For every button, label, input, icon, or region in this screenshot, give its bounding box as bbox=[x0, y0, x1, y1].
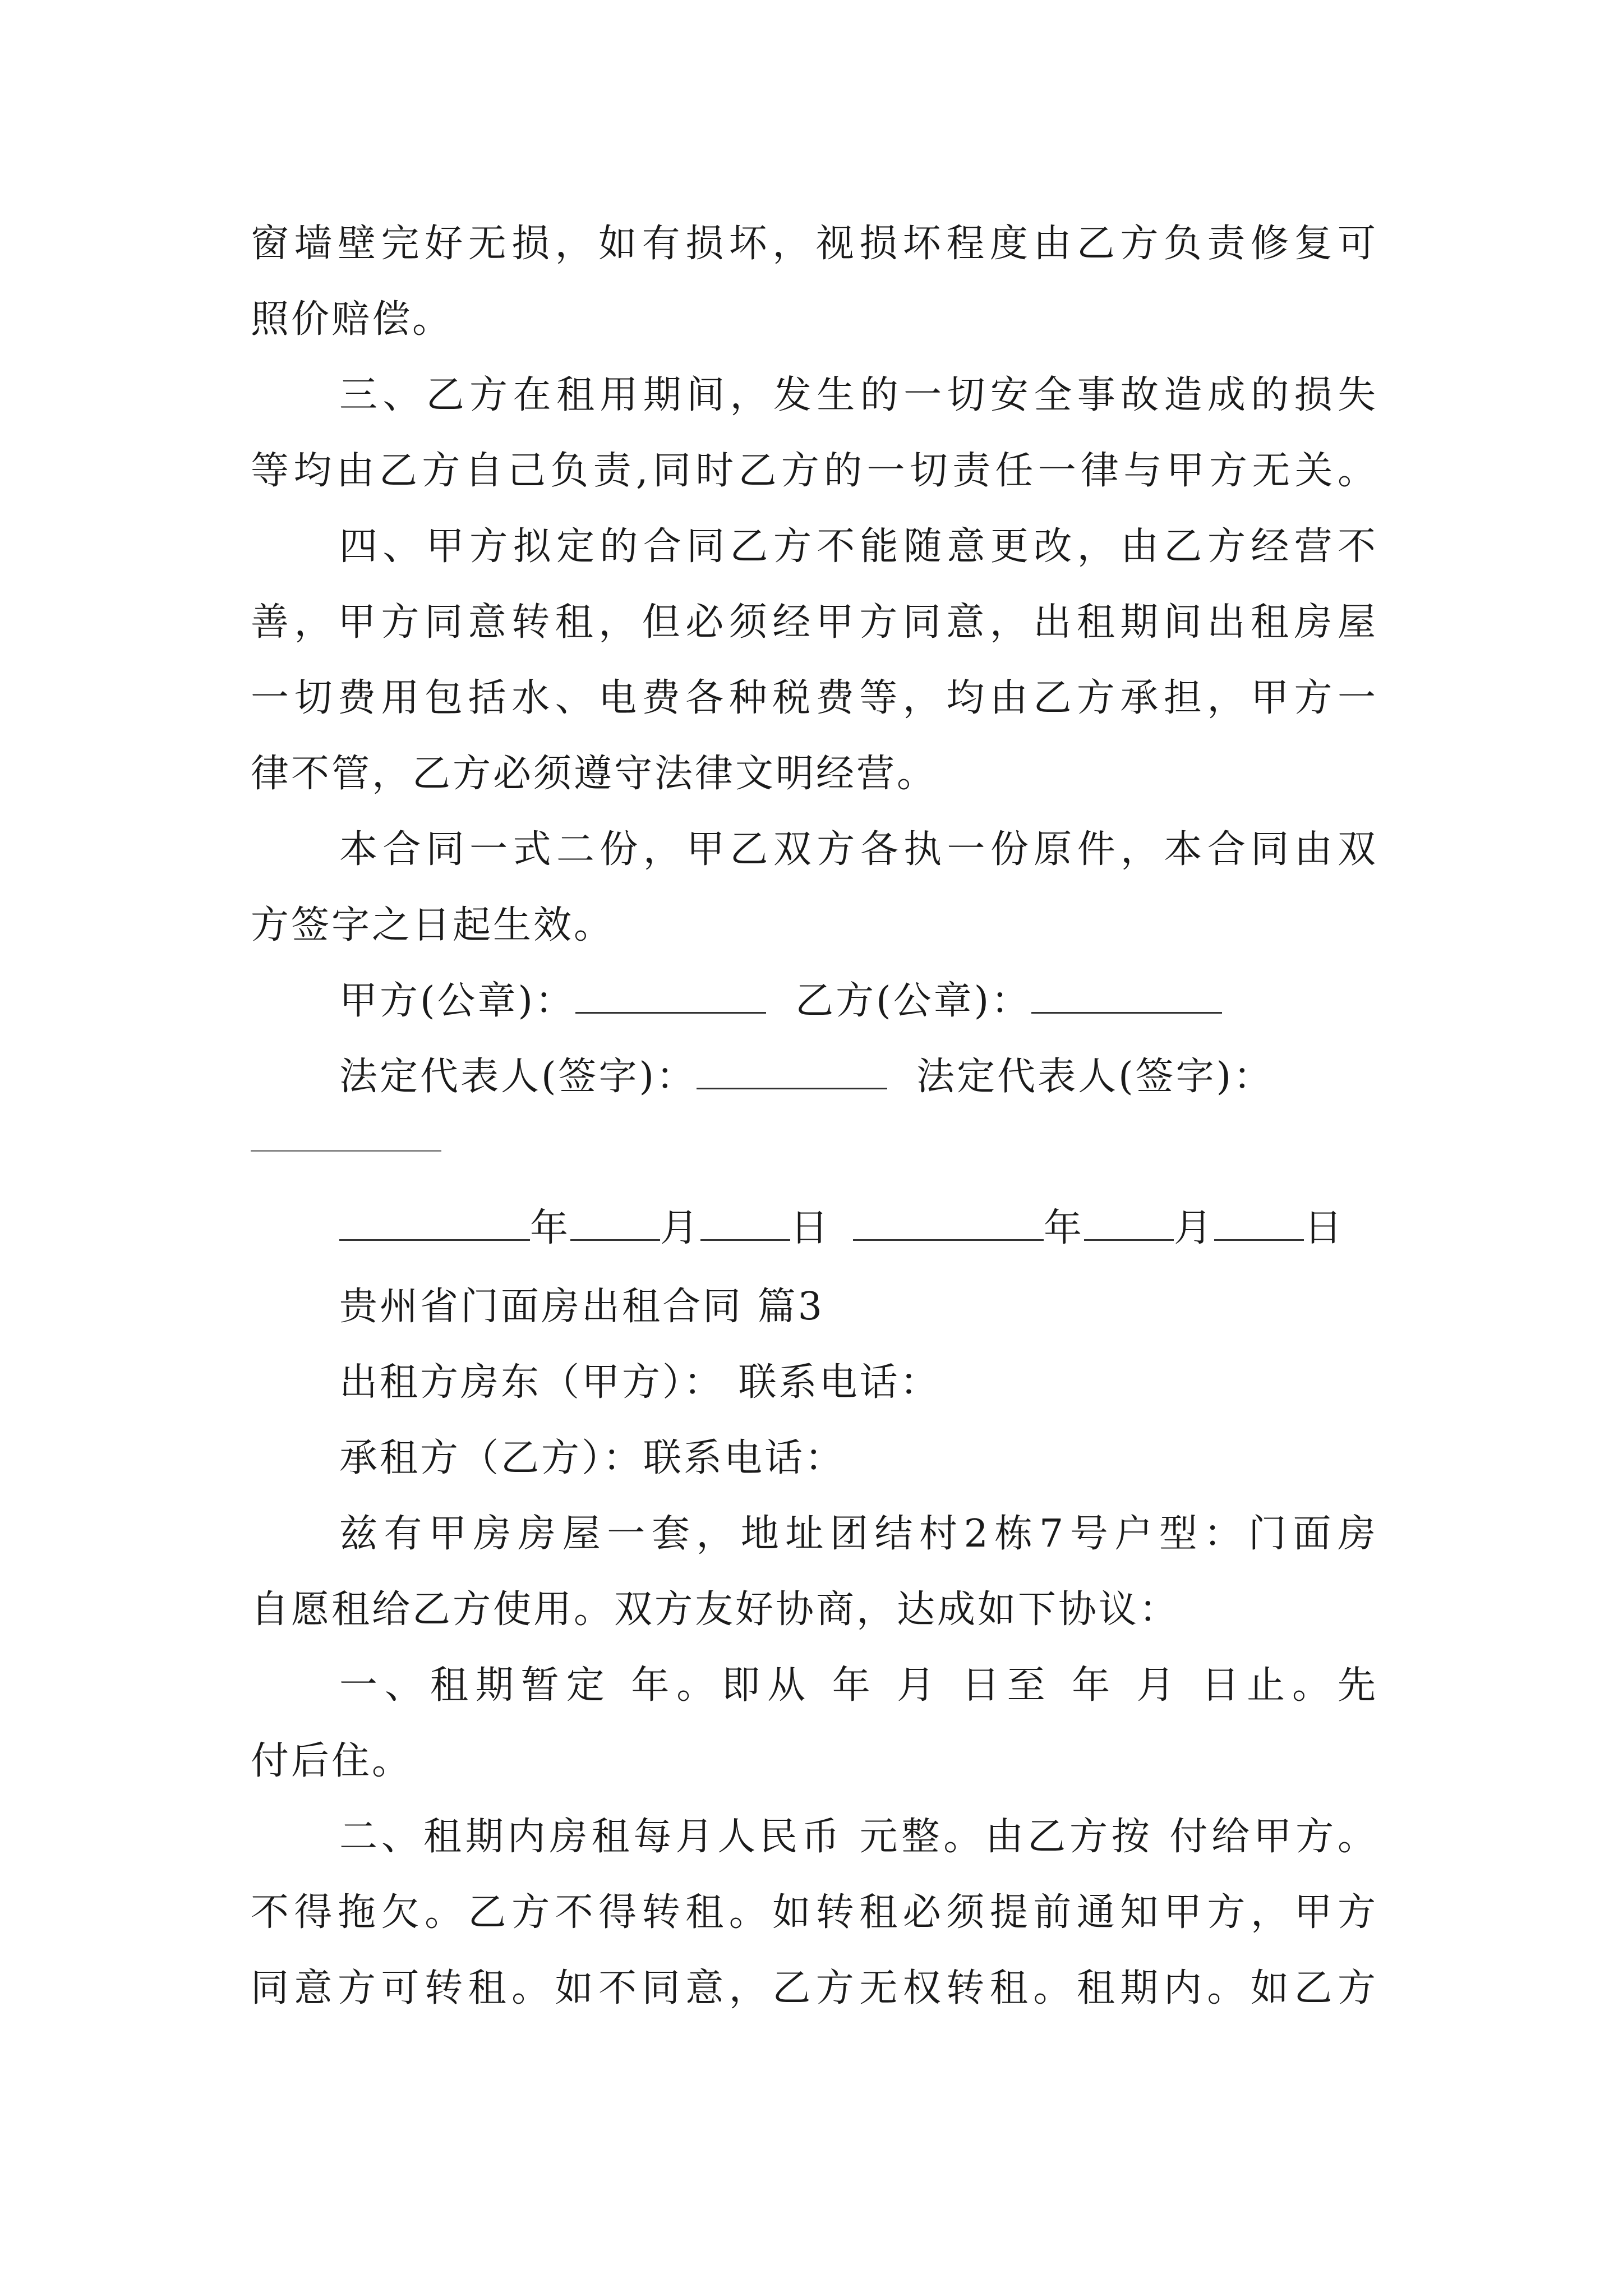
date-b-year-blank bbox=[853, 1205, 1044, 1241]
party-a-rep-blank bbox=[697, 1054, 887, 1089]
clause-one-line: 一、租期暂定 年。即从 年 月 日至 年 月 日止。先 bbox=[339, 1663, 1378, 1708]
clause-four-line: 善，甲方同意转租，但必须经甲方同意，出租期间出租房屋 bbox=[251, 600, 1378, 645]
clause-two-line: 不得拖欠。乙方不得转租。如转租必须提前通知甲方，甲方 bbox=[251, 1890, 1378, 1935]
contract-copies-line: 本合同一式二份，甲乙双方各执一份原件，本合同由双 bbox=[339, 827, 1378, 872]
intro-line: 兹有甲房房屋一套，地址团结村2栋7号户型：门面房 bbox=[339, 1512, 1378, 1556]
date-a-day-blank bbox=[700, 1205, 790, 1241]
party-a-seal-label: 甲方(公章)： bbox=[339, 979, 576, 1023]
date-a-year: 年 bbox=[530, 1206, 571, 1250]
party-b-rep-blank bbox=[251, 1150, 441, 1152]
contract-copies-line: 方签字之日起生效。 bbox=[251, 903, 615, 947]
clause-four-line: 一切费用包括水、电费各种税费等，均由乙方承担，甲方一 bbox=[251, 676, 1378, 720]
clause-one-line: 付后住。 bbox=[251, 1739, 413, 1783]
lessor-line: 出租方房东（甲方）： 联系电话： bbox=[339, 1360, 940, 1405]
party-b-seal-blank bbox=[1031, 978, 1222, 1014]
party-b-seal-label: 乙方(公章)： bbox=[795, 979, 1032, 1023]
clause-two-line: 二、租期内房租每月人民币 元整。由乙方按 付给甲方。 bbox=[339, 1815, 1378, 1859]
party-b-rep-label: 法定代表人(签字)： bbox=[916, 1055, 1274, 1099]
date-b-day-blank bbox=[1214, 1205, 1304, 1241]
clause-four-line: 四、甲方拟定的合同乙方不能随意更改，由乙方经营不 bbox=[339, 524, 1378, 569]
paragraph-line: 窗墙壁完好无损，如有损坏，视损坏程度由乙方负责修复可 bbox=[251, 222, 1378, 266]
representative-row bbox=[339, 1052, 1378, 1102]
date-a-month: 月 bbox=[660, 1206, 701, 1250]
clause-two-line: 同意方可转租。如不同意，乙方无权转租。租期内。如乙方 bbox=[251, 1966, 1378, 2010]
date-b-month-blank bbox=[1084, 1205, 1174, 1241]
clause-three-line: 等均由乙方自己负责,同时乙方的一切责任一律与甲方无关。 bbox=[251, 449, 1378, 493]
date-b-day: 日 bbox=[1304, 1206, 1345, 1250]
date-row bbox=[339, 1203, 1378, 1254]
clause-three-line: 三、乙方在租用期间，发生的一切安全事故造成的损失 bbox=[339, 373, 1378, 417]
date-b-year: 年 bbox=[1044, 1206, 1085, 1250]
date-a-month-blank bbox=[570, 1205, 660, 1241]
paragraph-line: 照价赔偿。 bbox=[251, 297, 453, 342]
intro-line: 自愿租给乙方使用。双方友好协商，达成如下协议： bbox=[251, 1588, 1180, 1632]
lessee-line: 承租方（乙方）：联系电话： bbox=[339, 1436, 846, 1480]
seal-row bbox=[339, 976, 1378, 1027]
clause-four-line: 律不管，乙方必须遵守法律文明经营。 bbox=[251, 752, 938, 796]
date-a-year-blank bbox=[339, 1205, 530, 1241]
date-b-month: 月 bbox=[1174, 1206, 1215, 1250]
section-title: 贵州省门面房出租合同 篇3 bbox=[339, 1285, 824, 1329]
party-a-seal-blank bbox=[575, 978, 766, 1014]
date-a-day: 日 bbox=[790, 1206, 831, 1250]
party-a-rep-label: 法定代表人(签字)： bbox=[339, 1055, 697, 1099]
